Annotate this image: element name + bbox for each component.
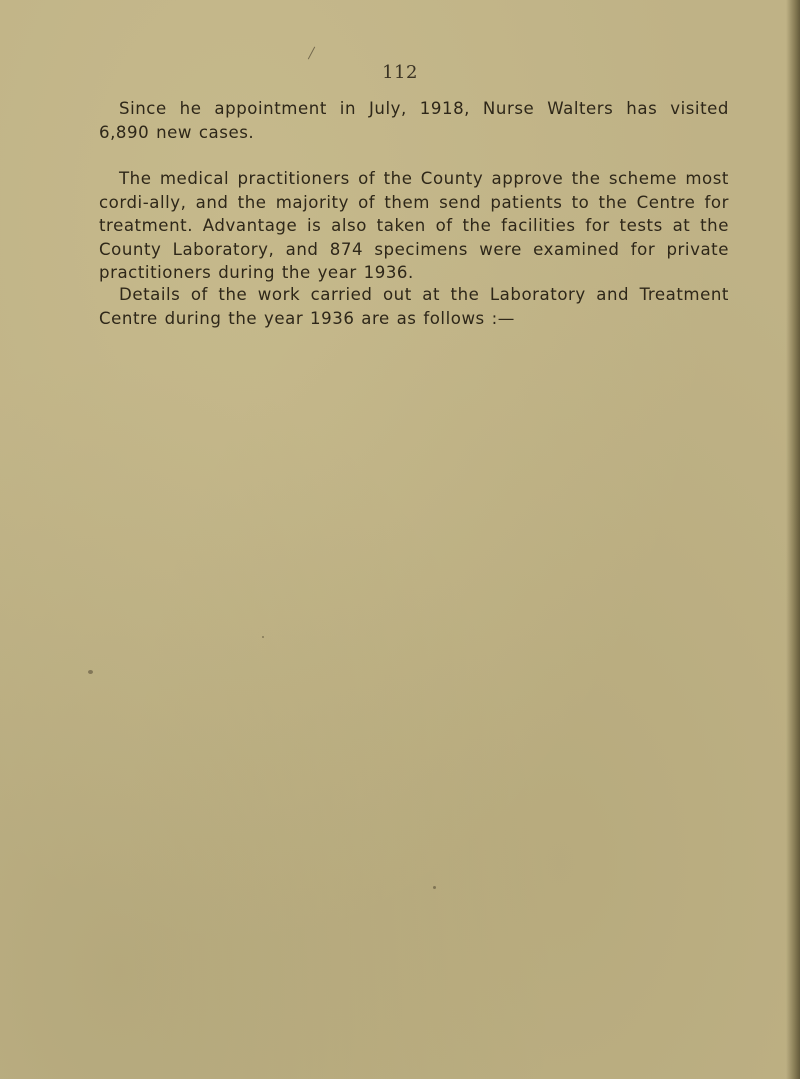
paragraph-2: The medical practitioners of the County approve the scheme most cordi-ally, and the majority of them send patients to the Centre for treatment. Advantage is also taken of the facilities for tests at the County Laboratory, and 874 specimens were examined for private practitioners during the year 1936. [99,169,729,282]
paragraph-1-block [99,97,729,144]
paragraph-1: Since he appointment in July, 1918, Nurse Walters has visited 6,890 new cases. [99,99,729,142]
page-number: 112 [382,62,418,83]
paper-speck [433,886,436,889]
paper-speck [88,670,93,674]
paragraph-2-block [99,167,729,285]
pencil-mark [308,47,315,60]
page-edge-shadow [786,0,800,1079]
paper-speck [262,636,264,638]
paragraph-3-block [99,283,729,330]
paragraph-3: Details of the work carried out at the Laboratory and Treatment Centre during the year 1936 are as follows :— [99,285,729,328]
